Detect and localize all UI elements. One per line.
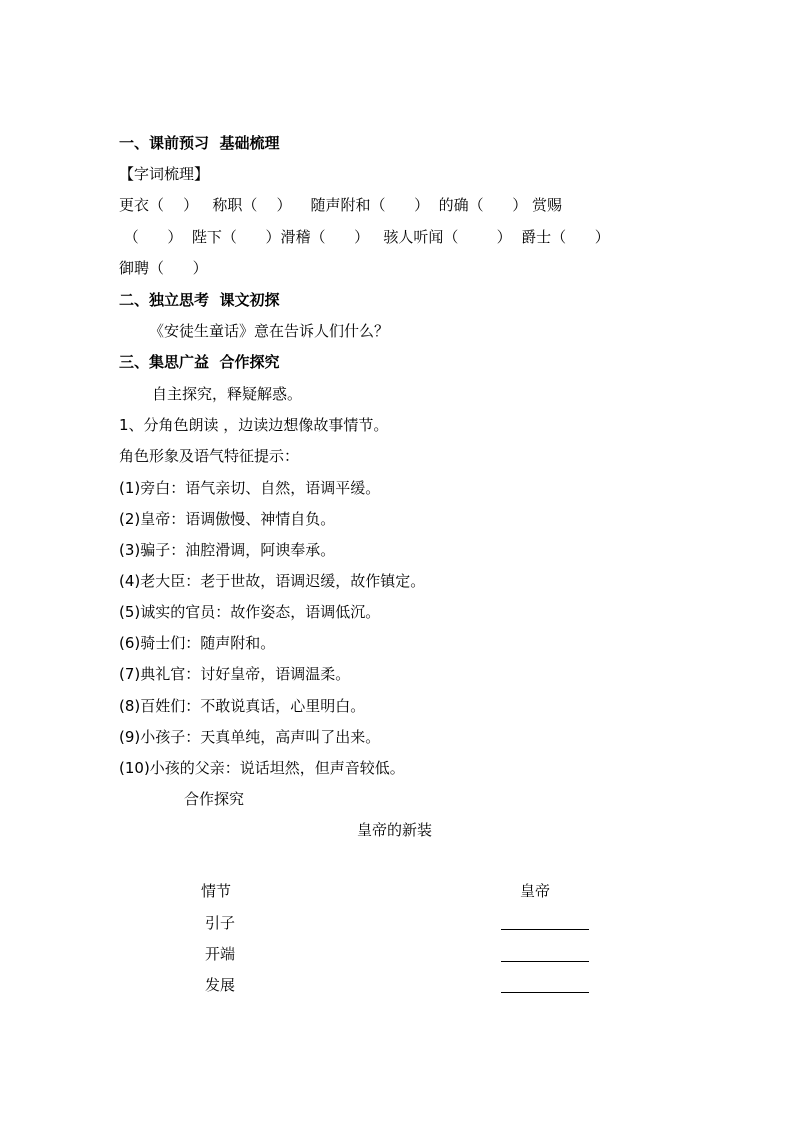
section-3-heading: 三、集思广益 合作探究 [119,353,280,371]
section-2-heading: 二、独立思考 课文初探 [119,291,280,309]
section-1-heading: 一、课前预习 基础梳理 [119,134,280,152]
answer-blank[interactable] [501,961,589,962]
section-2-question: 《安徒生童话》意在告诉人们什么？ [149,322,390,340]
column-header-plot: 情节 [201,882,232,900]
plot-row-label: 开端 [205,945,236,963]
vocab-line-2: （ ） 陛下（ ）滑稽（ ） 骇人听闻（ ） 爵士（ ） [119,228,610,246]
answer-blank[interactable] [501,929,589,930]
hint-title: 角色形象及语气特征提示： [119,447,300,465]
plot-row-label: 发展 [205,976,236,994]
table-title: 皇帝的新装 [357,821,433,839]
role-item: (7)典礼官：讨好皇帝，语调温柔。 [119,665,351,683]
column-header-emperor: 皇帝 [520,882,551,900]
role-item: (6)骑士们：随声附和。 [119,634,276,652]
vocab-line-3: 御聘（ ） [119,259,208,277]
role-item: (2)皇帝：语调傲慢、神情自负。 [119,510,336,528]
role-item: (8)百姓们：不敢说真话，心里明白。 [119,697,366,715]
role-item: (10)小孩的父亲：说话坦然，但声音较低。 [119,759,405,777]
vocab-header: 【字词梳理】 [119,165,210,183]
role-item: (4)老大臣：老于世故，语调迟缓，故作镇定。 [119,572,426,590]
plot-row-label: 引子 [205,914,236,932]
role-item: (5)诚实的官员：故作姿态，语调低沉。 [119,603,381,621]
item-1: 1、分角色朗读 ，边读边想像故事情节。 [119,416,389,434]
section-3-intro: 自主探究，释疑解惑。 [152,385,303,403]
vocab-line-1: 更衣（ ） 称职（ ） 随声附和（ ） 的确（ ） 赏赐 [119,196,563,214]
answer-blank[interactable] [501,992,589,993]
role-item: (9)小孩子：天真单纯，高声叫了出来。 [119,728,381,746]
role-item: (1)旁白：语气亲切、自然，语调平缓。 [119,479,381,497]
role-item: (3)骗子：油腔滑调，阿谀奉承。 [119,541,336,559]
coop-heading: 合作探究 [184,790,245,808]
